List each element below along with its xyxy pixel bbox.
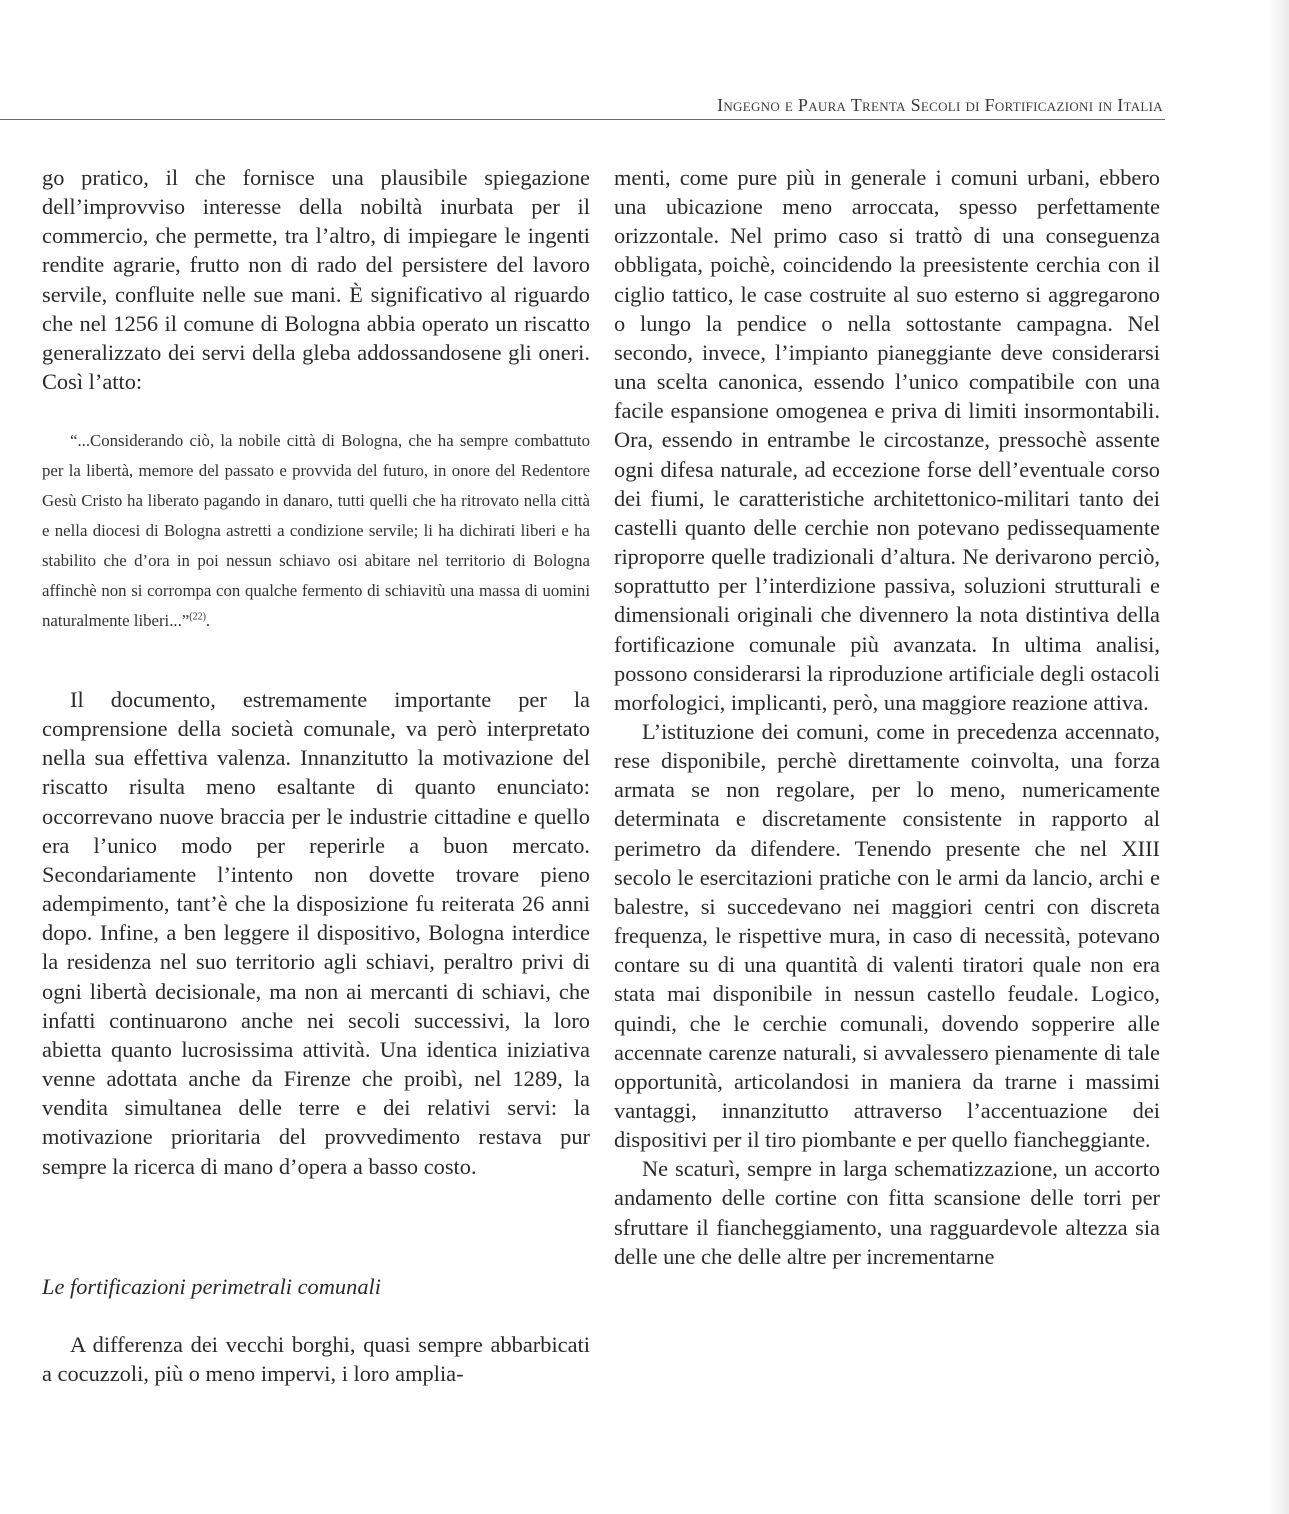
left-column-top [42, 163, 590, 396]
left-paragraph-3: A differenza dei vecchi borghi, quasi sempre abbarbicati a cocuzzoli, più o meno impervi, i loro amplia- [42, 1332, 590, 1387]
left-column-bottom [42, 1330, 590, 1388]
right-paragraph-1: menti, come pure più in generale i comuni urbani, ebbero una ubicazione meno arroccata, spesso perfettamente orizzontale. Nel primo caso si trattò di una conseguenza obbligata, poichè, coincidendo la preesistente cerchia con il ciglio tattico, le case costruite al suo esterno si aggregarono o lungo la pendice o nella sottostante campagna. Nel secondo, invece, l’impianto pianeggiante deve considerarsi una scelta canonica, essendo l’unico compatibile con una facile espansione omogenea e priva di limiti insormontabili. Ora, essendo in entrambe le circostanze, pressochè assente ogni difesa naturale, ad eccezione forse dell’eventuale corso dei fiumi, le caratteristiche architettonico-militari tanto dei castelli quanto delle cerchie non potevano pedissequamente riproporre quelle tradizionali d’altura. Ne derivarono perciò, soprattutto per l’interdizione passiva, soluzioni strutturali e dimensionali originali che divennero la nota distintiva della fortificazione comunale più avanzata. In ultima analisi, possono considerarsi la riproduzione artificiale degli ostacoli morfologici, implicanti, però, una maggiore reazione attiva. [614, 165, 1160, 715]
header-rule [0, 119, 1165, 120]
page-edge-shadow [1267, 0, 1289, 1514]
left-column-middle [42, 685, 590, 1181]
left-paragraph-2: Il documento, estremamente importante per la comprensione della società comunale, va però interpretato nella sua effettiva valenza. Innanzitutto la motivazione del riscatto risulta meno esaltante di quanto enunciato: occorrevano nuove braccia per le industrie cittadine e quello era l’unico modo per reperirle a buon mercato. Secondariamente l’intento non dovette trovare pieno adempimento, tant’è che la disposizione fu reiterata 26 anni dopo. Infine, a ben leggere il dispositivo, Bologna interdice la residenza nel suo territorio agli schiavi, peraltro privi di ogni libertà decisionale, ma non ai mercanti di schiavi, che infatti continuarono anche nei secoli successivi, la loro abietta quanto lucrosissima attività. Una identica iniziativa venne adottata anche da Firenze che proibì, nel 1289, la vendita simultanea delle terre e dei relativi servi: la motivazione prioritaria del provvedimento restava pur sempre la ricerca di mano d’opera a basso costo. [42, 687, 590, 1179]
quotation-text [42, 426, 590, 636]
right-column [614, 163, 1160, 1271]
running-header: Ingegno e Paura Trenta Secoli di Fortificazioni in Italia [717, 95, 1163, 115]
section-heading: Le fortificazioni perimetrali comunali [42, 1274, 381, 1299]
quotation-end: . [205, 611, 211, 630]
footnote-reference: (22) [189, 611, 206, 623]
left-paragraph-1: go pratico, il che fornisce una plausibile spiegazione dell’improvviso interesse della nobiltà inurbata per il commercio, che permette, tra l’altro, di impiegare le ingenti rendite agrarie, frutto non di rado del persistere del lavoro servile, confluite nelle sue mani. È significativo al riguardo che nel 1256 il comune di Bologna abbia operato un riscatto generalizzato dei servi della gleba addossandosene gli oneri. Così l’atto: [42, 165, 590, 395]
right-paragraph-2: L’istituzione dei comuni, come in precedenza accennato, rese disponibile, perchè direttamente coinvolta, una forza armata se non regolare, per lo meno, numericamente determinata e discretamente consistente in rapporto al perimetro da difendere. Tenendo presente che nel XIII secolo le esercitazioni pratiche con le armi da lancio, archi e balestre, si succedevano nei maggiori centri con discreta frequenza, le rispettive mura, in caso di necessità, potevano contare su di una quantità di valenti tiratori quale non era stata mai disponibile in nessun castello feudale. Logico, quindi, che le cerchie comunali, dovendo sopperire alle accennate carenze naturali, si avvalessero pienamente di tale opportunità, articolandosi in maniera da trarne i massimi vantaggi, innanzitutto attraverso l’accentuazione dei dispositivi per il tiro piombante e per quello fiancheggiante. [614, 718, 1160, 1153]
right-paragraph-3: Ne scaturì, sempre in larga schematizzazione, un accorto andamento delle cortine con fitta scansione delle torri per sfruttare il fiancheggiamento, una ragguardevole altezza sia delle une che delle altre per incrementarne [614, 1156, 1160, 1269]
quotation-body: “...Considerando ciò, la nobile città di Bologna, che ha sempre combattuto per la libertà, memore del passato e provvida del futuro, in onore del Redentore Gesù Cristo ha liberato pagando in danaro, tutti quelli che ha ritrovato nella città e nella diocesi di Bologna astretti a condizione servile; li ha dichirati liberi e ha stabilito che d’ora in poi nessun schiavo osi abitare nel territorio di Bologna affinchè non si corrompa con qualche fermento di schiavitù una massa di uomini naturalmente liberi...” [42, 431, 590, 630]
block-quotation [42, 426, 590, 636]
